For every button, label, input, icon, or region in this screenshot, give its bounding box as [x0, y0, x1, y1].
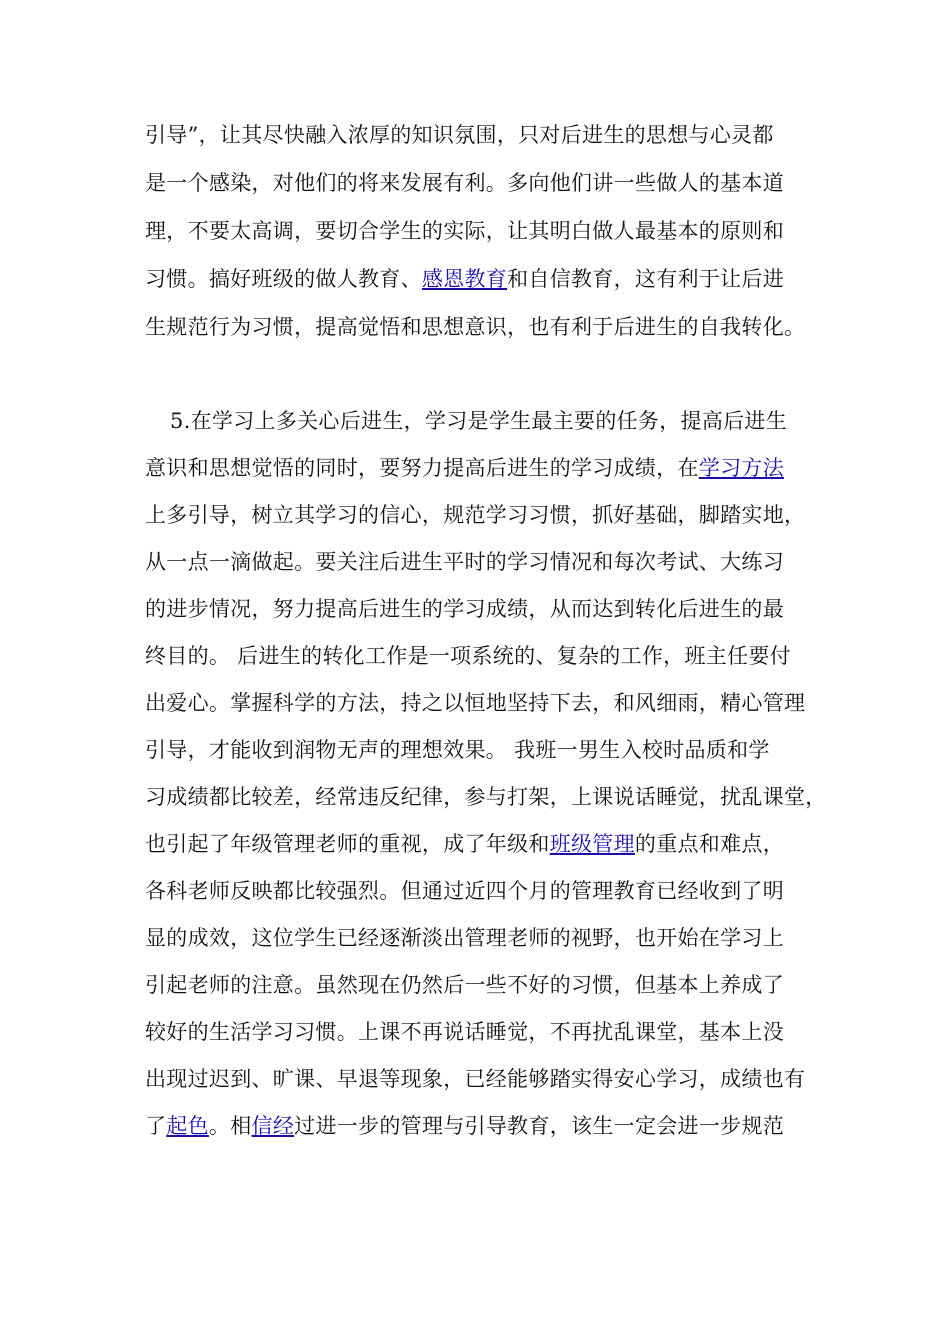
- text-span: 各科老师反映都比较强烈。但通过近四个月的管理教育已经收到了明: [145, 879, 784, 903]
- text-span: 习成绩都比较差，经常违反纪律，参与打架，上课说话睡觉，扰乱课堂，: [145, 785, 827, 809]
- text-span: 和自信教育，这有利于让后进: [507, 267, 785, 291]
- text-line: [145, 1113, 784, 1139]
- text-span: 引导”，让其尽快融入浓厚的知识氛围，只对后进生的思想与心灵都: [145, 123, 774, 147]
- link-class-management[interactable]: 班级管理: [549, 832, 635, 856]
- text-line: [145, 737, 770, 763]
- text-line: [145, 690, 805, 716]
- text-line: [145, 314, 805, 340]
- text-line: [145, 972, 784, 998]
- text-span: 意识和思想觉悟的同时，要努力提高后进生的学习成绩，在: [145, 456, 699, 480]
- text-span: 引起老师的注意。虽然现在仍然后一些不好的习惯，但基本上养成了: [145, 973, 784, 997]
- text-line: [145, 218, 784, 244]
- text-line: [170, 408, 787, 434]
- text-span: 的进步情况，努力提高后进生的学习成绩，从而达到转化后进生的最: [145, 597, 784, 621]
- text-span: 终目的。 后进生的转化工作是一项系统的、复杂的工作，班主任要付: [145, 644, 791, 668]
- link-gratitude-education[interactable]: 感恩教育: [421, 267, 508, 291]
- text-line: [145, 1066, 805, 1092]
- link-improvement[interactable]: 起色: [166, 1114, 209, 1138]
- text-span: 出现过迟到、旷课、早退等现象，已经能够踏实得安心学习，成绩也有: [145, 1067, 806, 1091]
- text-line: [145, 878, 784, 904]
- text-span: 上多引导，树立其学习的信心，规范学习习惯，抓好基础，脚踏实地，: [145, 503, 806, 527]
- text-span: 过进一步的管理与引导教育，该生一定会进一步规范: [294, 1114, 785, 1138]
- text-span: 较好的生活学习习惯。上课不再说话睡觉，不再扰乱课堂，基本上没: [145, 1020, 784, 1044]
- text-line: [145, 549, 784, 575]
- text-line: [145, 831, 784, 857]
- text-span: 。相: [208, 1114, 252, 1138]
- text-line: [145, 266, 784, 292]
- link-study-methods[interactable]: 学习方法: [698, 456, 785, 480]
- text-span: 了: [145, 1114, 167, 1138]
- text-line: [145, 122, 774, 148]
- text-span: 5.在学习上多关心后进生，学习是学生最主要的任务，提高后进生: [170, 409, 788, 433]
- text-line: [145, 1019, 784, 1045]
- text-span: 的重点和难点，: [634, 832, 785, 856]
- link-believe[interactable]: 信经: [251, 1114, 295, 1138]
- text-span: 出爱心。掌握科学的方法，持之以恒地坚持下去，和风细雨，精心管理: [145, 691, 806, 715]
- text-line: [145, 925, 784, 951]
- text-line: [145, 784, 827, 810]
- text-span: 从一点一滴做起。要关注后进生平时的学习情况和每次考试、大练习: [145, 550, 784, 574]
- text-span: 显的成效，这位学生已经逐渐淡出管理老师的视野，也开始在学习上: [145, 926, 784, 950]
- text-line: [145, 455, 784, 481]
- text-line: [145, 170, 784, 196]
- text-span: 引导，才能收到润物无声的理想效果。 我班一男生入校时品质和学: [145, 738, 770, 762]
- text-span: 习惯。搞好班级的做人教育、: [145, 267, 422, 291]
- text-span: 也引起了年级管理老师的重视，成了年级和: [145, 832, 550, 856]
- text-line: [145, 502, 805, 528]
- text-line: [145, 643, 791, 669]
- text-line: [145, 596, 784, 622]
- text-span: 是一个感染，对他们的将来发展有利。多向他们讲一些做人的基本道: [145, 171, 784, 195]
- text-span: 生规范行为习惯，提高觉悟和思想意识，也有利于后进生的自我转化。: [145, 315, 806, 339]
- text-span: 理，不要太高调，要切合学生的实际，让其明白做人最基本的原则和: [145, 219, 784, 243]
